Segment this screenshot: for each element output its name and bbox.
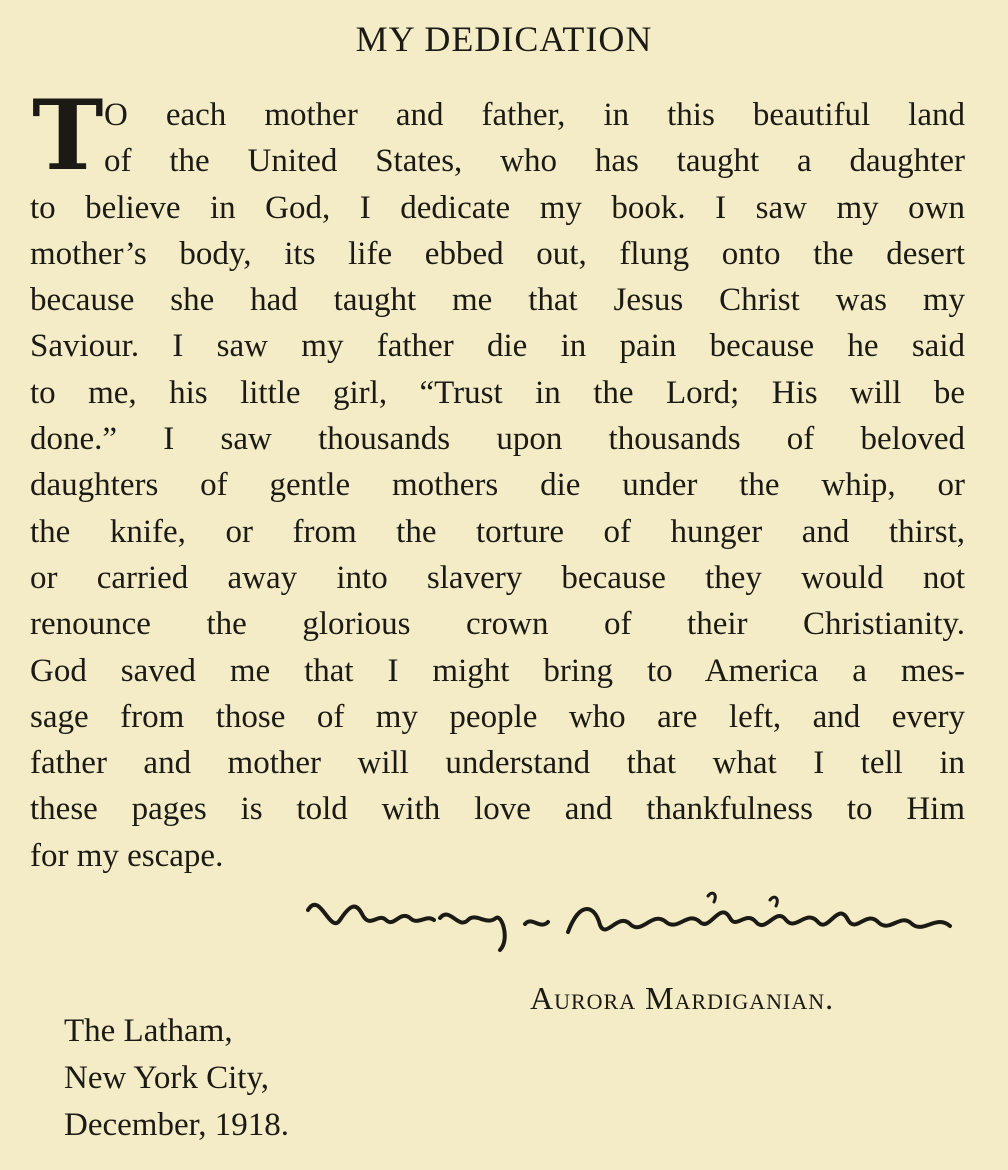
text-line: because she had taught me that Jesus Christ was my [30,282,965,319]
author-name: Aurora Mardiganian. [530,980,835,1016]
text-line: to believe in God, I dedicate my book. I saw my own [30,189,965,226]
page-title: MY DEDICATION [355,19,653,59]
text-line: the knife, or from the torture of hunger and thirst, [30,513,965,550]
text-line: renounce the glorious crown of their Christianity. [30,606,965,643]
text-line: O each mother and father, in this beautiful land [104,97,965,133]
text-line: mother’s body, its life ebbed out, flung onto the desert [30,235,965,272]
text-line: God saved me that I might bring to America a mes- [30,652,965,689]
text-line: daughters of gentle mothers die under the whip, or [30,467,965,504]
text-line: Saviour. I saw my father die in pain because he said [30,328,965,365]
address-line: New York City, [64,1060,270,1096]
text-line: sage from those of my people who are left, and every [30,698,965,735]
text-line: or carried away into slavery because they would not [30,559,965,596]
text-line: to me, his little girl, “Trust in the Lord; His will be [30,374,965,411]
drop-cap: T [32,79,104,192]
text-line: these pages is told with love and thankfulness to Him [30,791,965,828]
address-line: The Latham, [64,1013,233,1049]
handwritten-signature [300,880,965,970]
text-line: done.” I saw thousands upon thousands of beloved [30,421,965,458]
text-line: of the United States, who has taught a daughter [104,143,965,180]
text-line: for my escape. [30,837,224,874]
text-line: father and mother will understand that what I tell in [30,745,965,782]
dedication-text [30,79,965,879]
address-block [64,1008,289,1149]
address-line: December, 1918. [64,1107,290,1143]
